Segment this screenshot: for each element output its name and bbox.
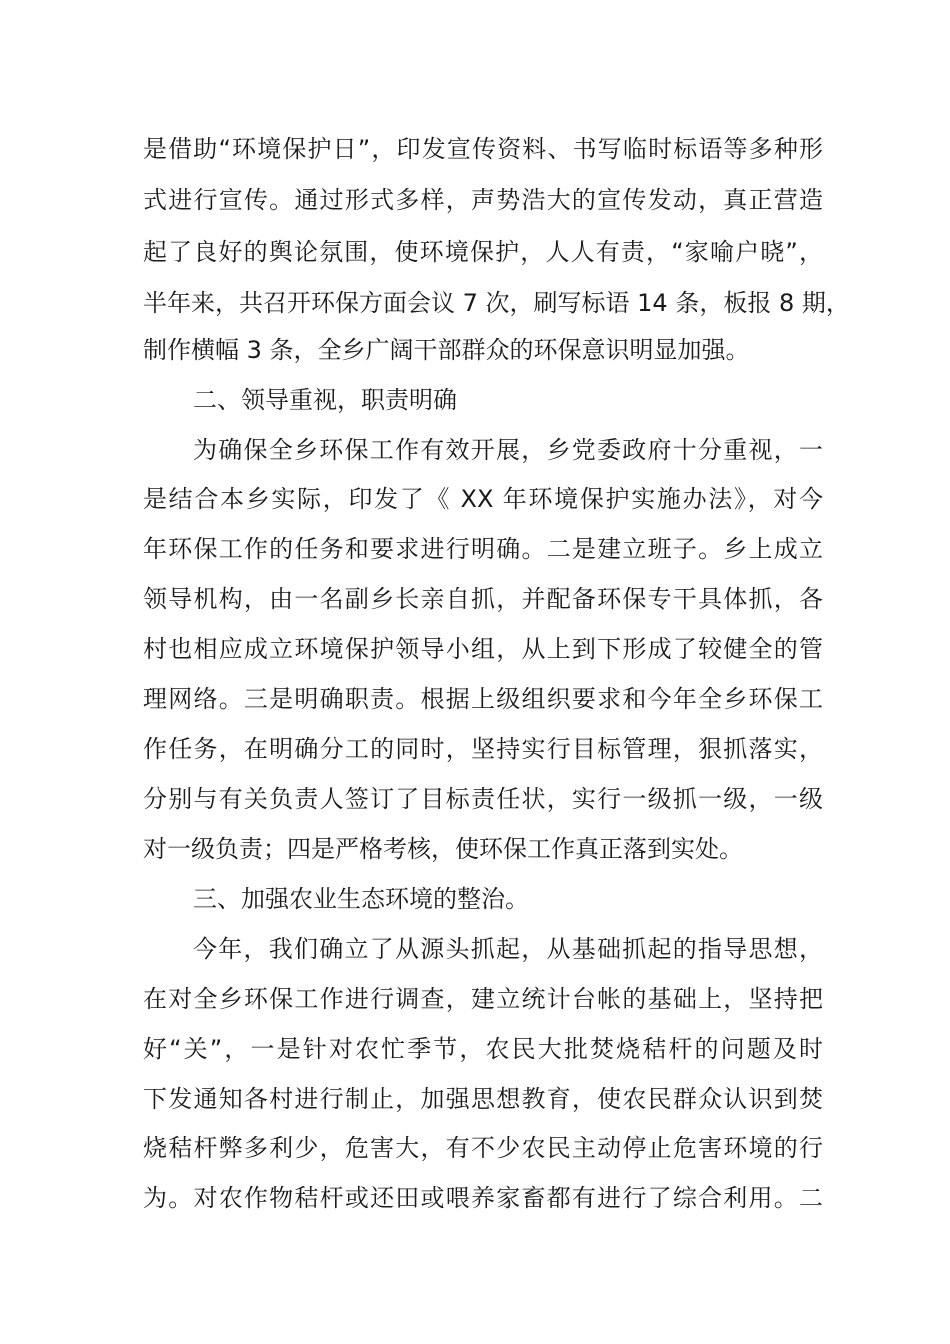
- text-line: 好“关”，一是针对农忙季节，农民大批焚烧秸杆的问题及时: [143, 1035, 823, 1063]
- text-line: 烧秸杆弊多利少，危害大，有不少农民主动停止危害环境的行: [143, 1134, 823, 1162]
- text-line: 分别与有关负责人签订了目标责任状，实行一级抓一级，一级: [143, 785, 823, 813]
- text-line: 制作横幅 3 条，全乡广阔干部群众的环保意识明显加强。: [143, 336, 750, 364]
- text-line: 村也相应成立环境保护领导小组，从上到下形成了较健全的管: [143, 635, 823, 663]
- text-line: 理网络。三是明确职责。根据上级组织要求和今年全乡环保工: [143, 685, 823, 713]
- text-line: 今年，我们确立了从源头抓起，从基础抓起的指导思想，: [193, 935, 823, 963]
- text-line: 年环保工作的任务和要求进行明确。二是建立班子。乡上成立: [143, 535, 823, 563]
- text-line: 为。对农作物秸杆或还田或喂养家畜都有进行了综合利用。二: [143, 1184, 823, 1212]
- text-line: 式进行宣传。通过形式多样，声势浩大的宣传发动，真正营造: [143, 186, 823, 214]
- text-line: 下发通知各村进行制止，加强思想教育，使农民群众认识到焚: [143, 1085, 823, 1113]
- text-line: 是借助“环境保护日”，印发宣传资料、书写临时标语等多种形: [143, 135, 823, 163]
- section-heading: 三、加强农业生态环境的整治。: [193, 885, 529, 913]
- text-line: 在对全乡环保工作进行调查，建立统计台帐的基础上，坚持把: [143, 985, 823, 1013]
- text-line: 为确保全乡环保工作有效开展，乡党委政府十分重视，一: [193, 436, 823, 464]
- text-line: 是结合本乡实际，印发了《 XX 年环境保护实施办法》，对今: [143, 485, 823, 513]
- text-line: 半年来，共召开环保方面会议 7 次，刷写标语 14 条，板报 8 期，: [143, 289, 850, 317]
- text-line: 起了良好的舆论氛围，使环境保护，人人有责，“家喻户晓”，: [143, 238, 823, 266]
- text-line: 对一级负责；四是严格考核，使环保工作真正落到实处。: [143, 835, 743, 863]
- text-line: 领导机构，由一名副乡长亲自抓，并配备环保专干具体抓，各: [143, 585, 823, 613]
- section-heading: 二、领导重视，职责明确: [193, 386, 457, 414]
- text-line: 作任务，在明确分工的同时，坚持实行目标管理，狠抓落实，: [143, 735, 823, 763]
